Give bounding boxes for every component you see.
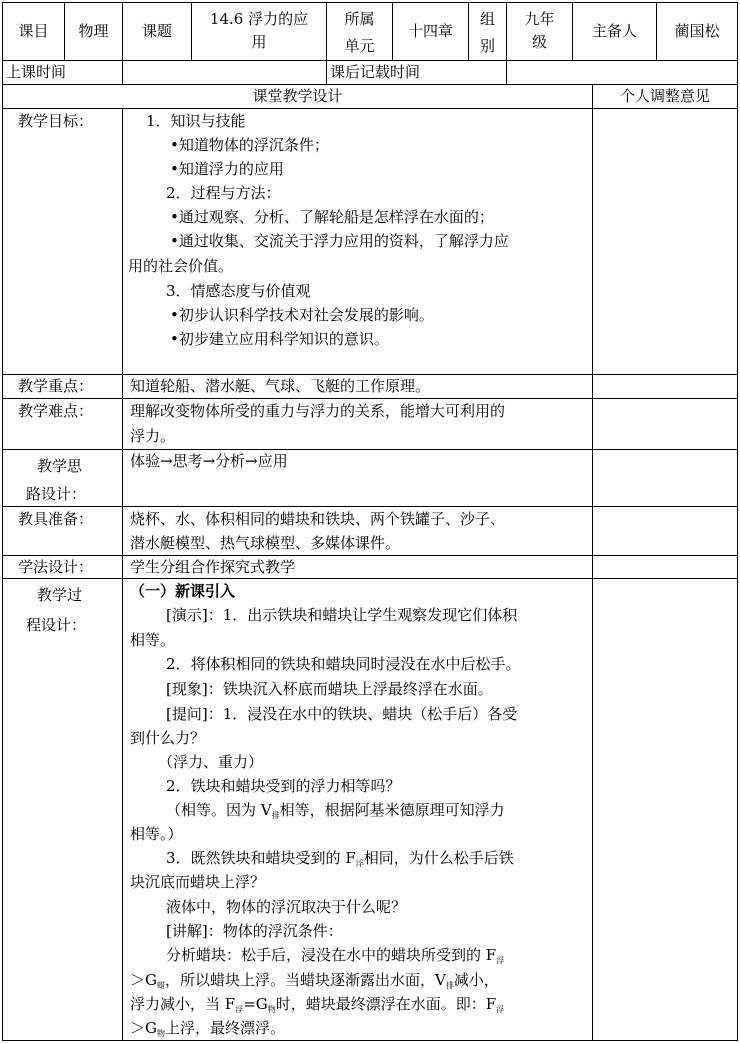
process-line: $>G_蜡$，所以蜡块上浮。当蜡块逐渐露出水面，$V_排$减小， bbox=[130, 971, 499, 990]
grid-line bbox=[2, 108, 738, 109]
preparer-label: 主备人 bbox=[591, 22, 637, 40]
objectives-label: 教学目标： bbox=[18, 112, 94, 130]
unit-label-line2: 单元 bbox=[344, 37, 375, 55]
materials-text-line2: 潜水艇模型、热气球模型、多媒体课件。 bbox=[130, 534, 401, 552]
objective-line: •知道浮力的应用 bbox=[170, 160, 284, 178]
objective-line: 2．过程与方法： bbox=[166, 184, 281, 202]
design-title: 课堂教学设计 bbox=[252, 87, 343, 105]
grid-line bbox=[326, 60, 327, 84]
objective-line: •通过观察、分析、了解轮船是怎样浮在水面的； bbox=[170, 208, 494, 226]
process-label-line1: 教学过 bbox=[37, 586, 83, 604]
objective-line: 3．情感态度与价值观 bbox=[166, 282, 311, 300]
method-label: 学法设计： bbox=[18, 558, 94, 576]
subject-label: 课目 bbox=[18, 22, 49, 40]
topic-value-line1: 14.6 浮力的应 bbox=[209, 10, 309, 28]
grid-line bbox=[2, 506, 738, 507]
grid-line bbox=[122, 108, 123, 1040]
grid-line bbox=[2, 578, 738, 579]
approach-label-line1: 教学思 bbox=[37, 457, 83, 475]
process-line: 块沉底而蜡块上浮？ bbox=[130, 873, 266, 891]
process-heading: （一）新课引入 bbox=[130, 582, 236, 600]
unit-value: 十四章 bbox=[407, 22, 453, 40]
process-label-line2: 程设计： bbox=[26, 616, 87, 634]
process-line: 相等。 bbox=[130, 631, 176, 649]
adjust-label: 个人调整意见 bbox=[619, 87, 710, 105]
grid-line bbox=[506, 60, 507, 84]
process-line: 分析蜡块：松手后，浸没在水中的蜡块所受到的 $F_浮$ bbox=[166, 946, 505, 965]
unit-label-line1: 所属 bbox=[344, 10, 375, 28]
approach-text: 体验→思考→分析→应用 bbox=[130, 452, 288, 470]
process-line: 相等。） bbox=[130, 825, 183, 843]
process-line: 2．将体积相同的铁块和蜡块同时浸没在水中后松手。 bbox=[166, 655, 521, 673]
grid-line bbox=[2, 449, 738, 450]
grid-line bbox=[2, 374, 738, 375]
difficulties-text-line1: 理解改变物体所受的重力与浮力的关系，能增大可利用的 bbox=[130, 402, 506, 420]
grid-line bbox=[2, 2, 3, 1041]
grid-line bbox=[2, 2, 738, 3]
materials-text-line1: 烧杯、水、体积相同的蜡块和铁块、两个铁罐子、沙子、 bbox=[130, 510, 506, 528]
objective-line: •知道物体的浮沉条件； bbox=[170, 136, 329, 154]
key-points-label: 教学重点： bbox=[18, 377, 94, 395]
objective-line: 用的社会价值。 bbox=[128, 257, 234, 275]
grid-line bbox=[2, 555, 738, 556]
preparer-value: 蔺国松 bbox=[674, 22, 720, 40]
topic-label: 课题 bbox=[141, 22, 172, 40]
process-line: $>G_物$上浮，最终漂浮。 bbox=[130, 1019, 285, 1038]
materials-label: 教具准备： bbox=[18, 510, 94, 528]
process-line: [演示]：1．出示铁块和蜡块让学生观察发现它们体积 bbox=[166, 606, 518, 624]
method-text: 学生分组合作探究式教学 bbox=[130, 558, 296, 576]
grid-line bbox=[2, 1040, 738, 1041]
process-line: 到什么力？ bbox=[130, 729, 206, 747]
process-line: 浮力减小，当 $F_浮=G_物$时，蜡块最终漂浮在水面。即：$F_浮$ bbox=[130, 995, 505, 1014]
post-class-record-label: 课后记载时间 bbox=[330, 63, 421, 81]
process-line: 液体中，物体的浮沉取决于什么呢？ bbox=[166, 898, 407, 916]
objective-line: 1．知识与技能 bbox=[146, 112, 246, 130]
objective-line: •通过收集、交流关于浮力应用的资料，了解浮力应 bbox=[170, 232, 509, 250]
grid-line bbox=[2, 84, 738, 85]
key-points-text: 知道轮船、潜水艇、气球、飞艇的工作原理。 bbox=[130, 377, 431, 395]
subject-value: 物理 bbox=[78, 22, 109, 40]
grid-line bbox=[737, 2, 738, 1041]
process-line: 3．既然铁块和蜡块受到的 $F_浮$相同，为什么松手后铁 bbox=[166, 849, 514, 868]
topic-value-line2: 用 bbox=[251, 33, 267, 51]
difficulties-label: 教学难点： bbox=[18, 402, 94, 420]
grid-line bbox=[122, 60, 123, 84]
class-time-label: 上课时间 bbox=[6, 63, 67, 81]
process-line: [讲解]：物体的浮沉条件： bbox=[166, 922, 343, 940]
grade-value-line1: 九年 bbox=[524, 10, 555, 28]
approach-label-line2: 路设计： bbox=[26, 485, 87, 503]
process-line: （浮力、重力） bbox=[158, 753, 264, 771]
grid-line bbox=[2, 398, 738, 399]
process-line: [提问]：1．浸没在水中的铁块、蜡块（松手后）各受 bbox=[166, 705, 518, 723]
objective-line: •初步认识科学技术对社会发展的影响。 bbox=[170, 306, 434, 324]
group-label-line2: 别 bbox=[479, 37, 495, 55]
group-label-line1: 组 bbox=[479, 10, 495, 28]
grade-value-line2: 级 bbox=[531, 33, 547, 51]
grid-line bbox=[592, 108, 593, 1040]
process-line: [现象]：铁块沉入杯底而蜡块上浮最终浮在水面。 bbox=[166, 680, 493, 698]
difficulties-text-line2: 浮力。 bbox=[130, 427, 176, 445]
process-line: 2．铁块和蜡块受到的浮力相等吗？ bbox=[166, 777, 401, 795]
objective-line: •初步建立应用科学知识的意识。 bbox=[170, 330, 389, 348]
process-line: （相等。因为 $V_排$相等，根据阿基米德原理可知浮力 bbox=[166, 801, 505, 820]
grid-line bbox=[2, 60, 738, 61]
